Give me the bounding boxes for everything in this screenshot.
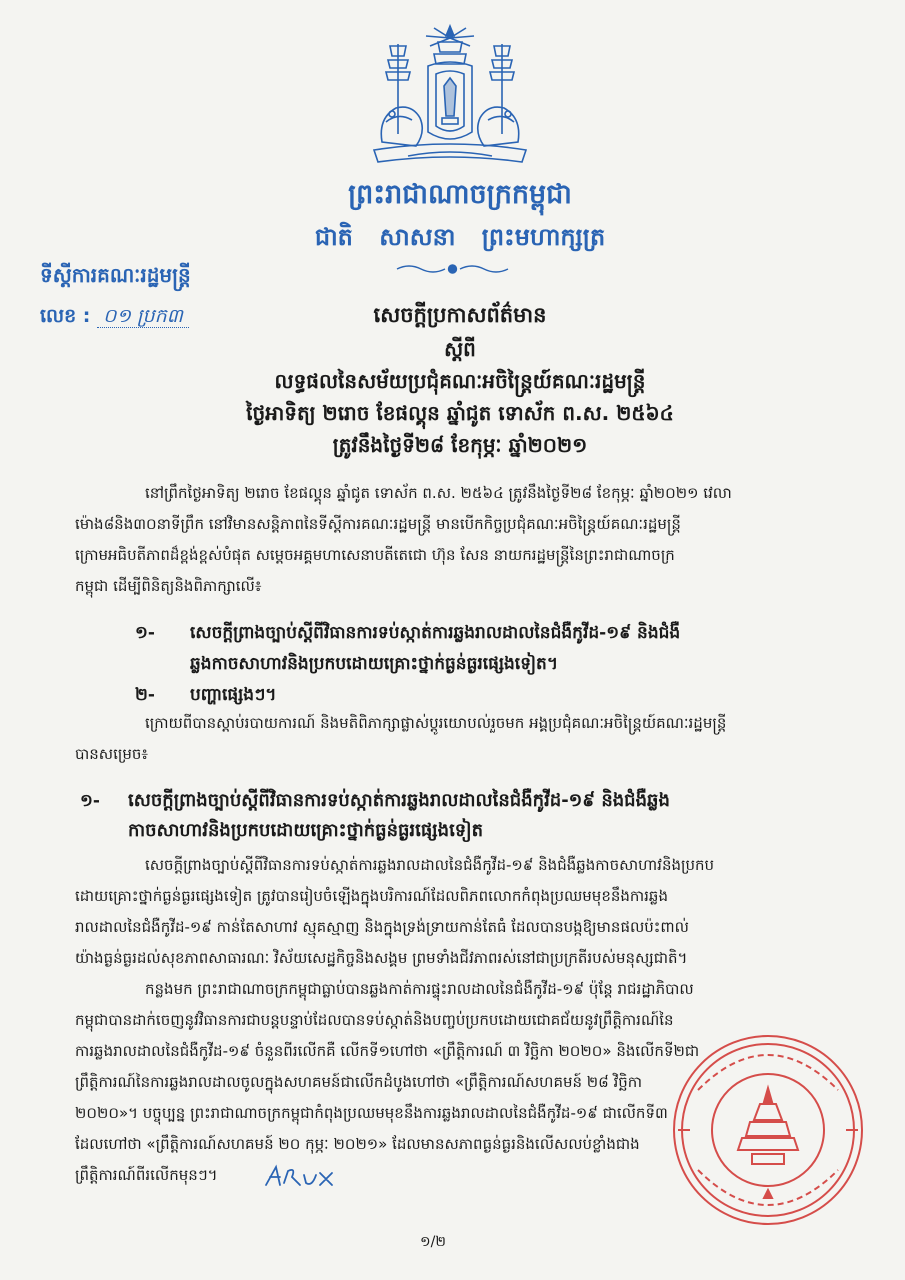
intro-line: កម្ពុជា ដើម្បីពិនិត្យនិងពិភាក្សាលើ៖ [75, 577, 262, 595]
title-lunar-date: ថ្ងៃអាទិត្យ ២រោច ខែផល្គុន ឆ្នាំជូត ទោស័ក ព.ស. ២៥៦៤ [246, 401, 674, 425]
agenda-item-number: ២- [135, 685, 155, 705]
section-heading-line: សេចក្ដីព្រាងច្បាប់ស្ដីពីវិធានការទប់ស្កាត់ការឆ្លងរាលដាលនៃជំងឺកូវីដ-១៩ និងជំងឺឆ្លង [128, 790, 670, 811]
paragraph-line: ដែលហៅថា «ព្រឹត្តិការណ៍សហគមន៍ ២០ កុម្ភៈ ២០២១» ដែលមានសភាពធ្ងន់ធ្ងរនិងលើសលប់ខ្លាំងជាង [75, 1135, 640, 1153]
kingdom-name: ព្រះរាជាណាចក្រកម្ពុជា [348, 179, 572, 210]
decision-line: បានសម្រេច៖ [75, 745, 148, 763]
paragraph-line: រាលដាលនៃជំងឺកូវីដ-១៩ កាន់តែសាហាវ ស្មុគស្មាញ និងក្នុងទ្រង់ទ្រាយកាន់តែធំ ដែលបានបង្កឱ្យមានផលប៉ះពាល់ [75, 918, 689, 936]
agenda-item-text: បញ្ហាផ្សេងៗ។ [190, 685, 277, 705]
paragraph-line: ២០២០»។ បច្ចុប្បន្ន ព្រះរាជាណាចក្រកម្ពុជាកំពុងប្រឈមមុខនឹងការឆ្លងរាលដាលនៃជំងឺកូវីដ-១៩ ជាលើកទី៣ [75, 1104, 668, 1122]
title-press-release: សេចក្ដីប្រកាសព័ត៌មាន [373, 303, 547, 327]
title-regarding: ស្ដីពី [444, 337, 476, 361]
issuing-office: ទីស្ដីការគណៈរដ្ឋមន្ត្រី [40, 263, 191, 287]
paragraph-line: យ៉ាងធ្ងន់ធ្ងរដល់សុខភាពសាធារណៈ វិស័យសេដ្ឋកិច្ចនិងសង្គម ព្រមទាំងជីវភាពរស់នៅជាប្រក្រតីរបស់មនុស្សជាតិ។ [75, 949, 688, 967]
page-number: ១/២ [420, 1234, 446, 1250]
document-number-label: លេខ : [40, 305, 91, 327]
national-motto: ជាតិ សាសនា ព្រះមហាក្សត្រ [314, 223, 606, 251]
agenda-item-text [190, 618, 680, 680]
paragraph-line: ព្រឹត្តិការណ៍ពីរលើកមុនៗ។ [75, 1166, 218, 1184]
section-heading-line: កាចសាហាវនិងប្រកបដោយគ្រោះថ្នាក់ធ្ងន់ធ្ងរផ្សេងទៀត [128, 820, 483, 841]
title-subject: លទ្ធផលនៃសម័យប្រជុំគណៈអចិន្ត្រៃយ៍គណៈរដ្ឋមន្ត្រី [274, 369, 646, 393]
handwritten-initials-signature [262, 1163, 342, 1191]
paragraph-line: សេចក្ដីព្រាងច្បាប់ស្ដីពីវិធានការទប់ស្កាត់ការឆ្លងរាលដាលនៃជំងឺកូវីដ-១៩ និងជំងឺឆ្លងកាចសាហាវនិងប្រកប [145, 856, 715, 874]
decorative-divider-ornament [395, 262, 510, 276]
section-number: ១- [80, 791, 100, 811]
paragraph-line: កន្លងមក ព្រះរាជាណាចក្រកម្ពុជាធ្លាប់បានឆ្លងកាត់ការផ្ទុះរាលដាលនៃជំងឺកូវីដ-១៩ ប៉ុន្តែ រាជរដ្ឋាភិបាល [145, 980, 694, 998]
decision-paragraph [75, 708, 865, 770]
intro-line: ក្រោមអធិបតីភាពដ៏ខ្ពង់ខ្ពស់បំផុត សម្ដេចអគ្គមហាសេនាបតីតេជោ ហ៊ុន សែន នាយករដ្ឋមន្ត្រីនៃព្រះរាជាណាចក្រ [75, 546, 675, 564]
intro-line: ម៉ោង៨និង៣០នាទីព្រឹក នៅវិមានសន្តិភាពនៃទីស្ដីការគណៈរដ្ឋមន្ត្រី មានបើកកិច្ចប្រជុំគណៈអចិន្ត្រៃយ៍គណៈរដ្ឋមន្ត្រី [75, 515, 681, 533]
agenda-item-line: ឆ្លងកាចសាហាវនិងប្រកបដោយគ្រោះថ្នាក់ធ្ងន់ធ្ងរផ្សេងទៀត។ [190, 654, 559, 674]
section-paragraph-1 [75, 850, 865, 974]
title-gregorian-date: ត្រូវនឹងថ្ងៃទី២៨ ខែកុម្ភៈ ឆ្នាំ២០២១ [332, 433, 588, 457]
paragraph-line: ព្រឹត្តិការណ៍នៃការឆ្លងរាលដាលចូលក្នុងសហគមន៍ជាលើកដំបូងហៅថា «ព្រឹត្តិការណ៍សហគមន៍ ២៨ វិច្ឆិកា [75, 1073, 643, 1091]
paragraph-line: ដោយគ្រោះថ្នាក់ធ្ងន់ធ្ងរផ្សេងទៀត ត្រូវបានរៀបចំឡើងក្នុងបរិការណ៍ដែលពិភពលោកកំពុងប្រឈមមុខនឹងការឆ្លង [75, 887, 668, 905]
section-heading [128, 786, 868, 846]
paragraph-line: កម្ពុជាបានដាក់ចេញនូវវិធានការជាបន្តបន្ទាប់ដែលបានទប់ស្កាត់និងបញ្ចប់ប្រកបដោយជោគជ័យនូវព្រឹត្តិការណ៍នៃ [75, 1011, 674, 1029]
royal-coat-of-arms-emblem [368, 22, 532, 168]
official-red-seal-stamp [668, 1030, 868, 1230]
intro-paragraph [75, 478, 865, 602]
agenda-item-number: ១- [135, 623, 155, 643]
agenda-item-line: សេចក្ដីព្រាងច្បាប់ស្ដីពីវិធានការទប់ស្កាត់ការឆ្លងរាលដាលនៃជំងឺកូវីដ-១៩ និងជំងឺ [190, 623, 681, 643]
document-number-value: ០១ ប្រក៣ [97, 305, 189, 328]
paragraph-line: ការឆ្លងរាលដាលនៃជំងឺកូវីដ-១៩ ចំនួនពីរលើកគឺ លើកទី១ហៅថា «ព្រឹត្តិការណ៍ ៣ វិច្ឆិកា ២០២០» និងលើកទី២ជា [75, 1042, 700, 1060]
decision-line: ក្រោយពីបានស្ដាប់របាយការណ៍ និងមតិពិភាក្សាផ្លាស់ប្ដូរយោបល់រួចមក អង្គប្រជុំគណៈអចិន្ត្រៃយ៍គណៈរដ្ឋមន្ត្រី [145, 714, 727, 732]
intro-line: នៅព្រឹកថ្ងៃអាទិត្យ ២រោច ខែផល្គុន ឆ្នាំជូត ទោស័ក ព.ស. ២៥៦៤ ត្រូវនឹងថ្ងៃទី២៨ ខែកុម្ភៈ ឆ្នាំ២០២១ វេលា [145, 484, 732, 502]
